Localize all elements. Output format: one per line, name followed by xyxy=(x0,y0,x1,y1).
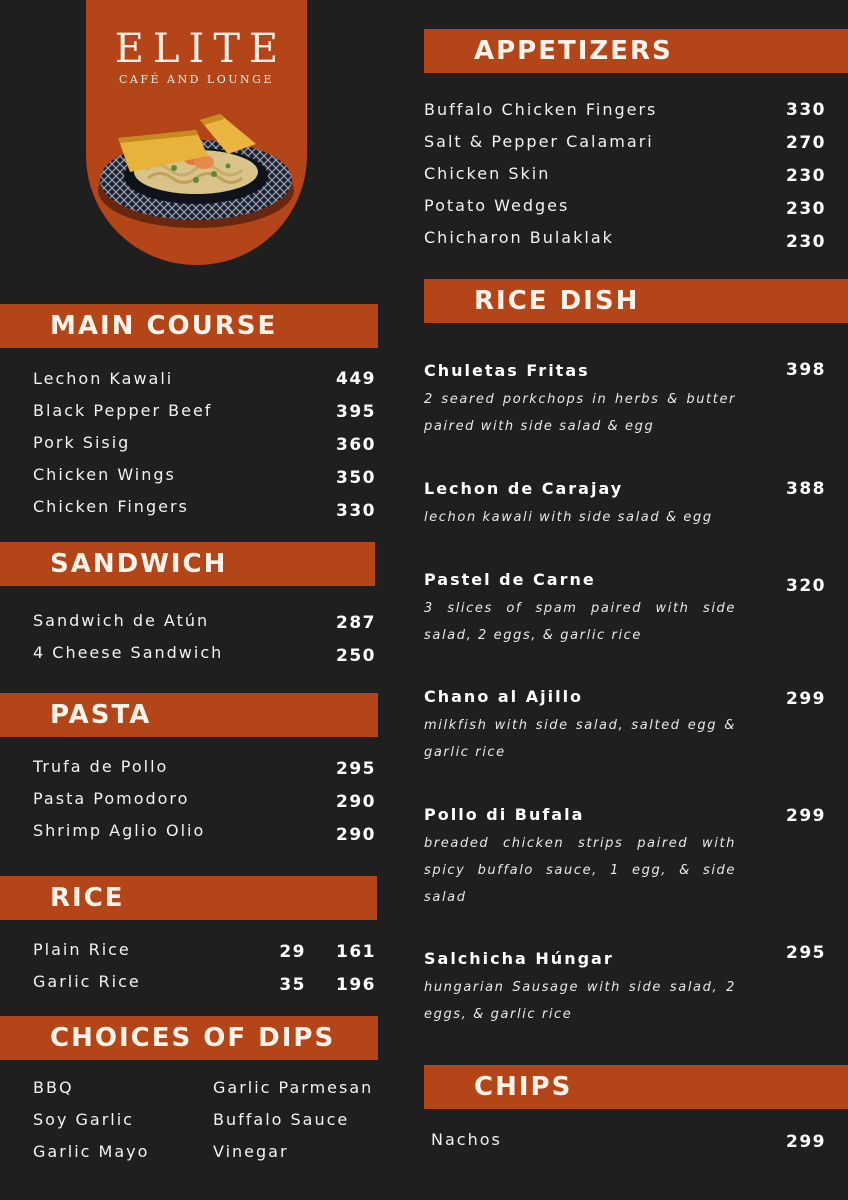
menu-item-name: Salt & Pepper Calamari xyxy=(424,132,654,151)
rice-dish-header: RICE DISH xyxy=(424,279,848,323)
rice-dish-price: 320 xyxy=(786,576,826,596)
brand-logo-block xyxy=(86,0,307,265)
menu-item-price: 230 xyxy=(786,199,826,219)
menu-item-price: 395 xyxy=(336,402,376,422)
menu-item-name: Nachos xyxy=(431,1130,502,1149)
menu-item-price-single: 29 xyxy=(279,942,306,962)
menu-item-name: Chicken Skin xyxy=(424,164,551,183)
menu-item-name: Pork Sisig xyxy=(33,433,131,452)
menu-item-name: 4 Cheese Sandwich xyxy=(33,643,224,662)
menu-item-name: Chicharon Bulaklak xyxy=(424,228,614,247)
brand-name: ELITE xyxy=(114,26,288,72)
rice-dish-description: 3 slices of spam paired with side salad, 2 eggs, & garlic rice xyxy=(424,601,736,643)
rice-dish-price: 398 xyxy=(786,360,826,380)
menu-item-price: 290 xyxy=(336,792,376,812)
dip-option: Garlic Mayo xyxy=(33,1142,150,1161)
menu-item-price-single: 35 xyxy=(279,975,306,995)
dip-option: Soy Garlic xyxy=(33,1110,134,1129)
menu-item-price: 350 xyxy=(336,468,376,488)
dip-option: Vinegar xyxy=(213,1142,289,1161)
dip-option: Garlic Parmesan xyxy=(213,1078,374,1097)
menu-item-price: 230 xyxy=(786,232,826,252)
menu-item-name: Chicken Fingers xyxy=(33,497,189,516)
menu-item-price: 330 xyxy=(786,100,826,120)
menu-item-price-platter: 196 xyxy=(336,975,376,995)
rice-dish-description: breaded chicken strips paired with spicy buffalo sauce, 1 egg, & side salad xyxy=(424,836,736,905)
menu-item-name: Trufa de Pollo xyxy=(33,757,169,776)
dips-header: CHOICES OF DIPS xyxy=(0,1016,378,1060)
sandwich-header: SANDWICH xyxy=(0,542,375,586)
menu-item-price: 287 xyxy=(336,613,376,633)
rice-header: RICE xyxy=(0,876,377,920)
menu-item-price: 299 xyxy=(786,1132,826,1152)
menu-item-name: Plain Rice xyxy=(33,940,131,959)
menu-item-price: 449 xyxy=(336,369,376,389)
pasta-dish-image xyxy=(96,108,301,233)
menu-item-price: 360 xyxy=(336,435,376,455)
menu-item-price: 230 xyxy=(786,166,826,186)
menu-item-name: Buffalo Chicken Fingers xyxy=(424,100,658,119)
menu-item-price: 290 xyxy=(336,825,376,845)
dip-option: Buffalo Sauce xyxy=(213,1110,350,1129)
menu-item-name: Shrimp Aglio Olio xyxy=(33,821,206,840)
rice-dish-name: Salchicha Húngar xyxy=(424,949,614,968)
menu-item-price: 295 xyxy=(336,759,376,779)
rice-dish-name: Pollo di Bufala xyxy=(424,805,585,824)
rice-dish-name: Chuletas Fritas xyxy=(424,361,590,380)
main-course-header: MAIN COURSE xyxy=(0,304,378,348)
menu-item-name: Garlic Rice xyxy=(33,972,141,991)
rice-dish-price: 388 xyxy=(786,479,826,499)
rice-dish-name: Lechon de Carajay xyxy=(424,479,624,498)
menu-item-name: Potato Wedges xyxy=(424,196,570,215)
menu-item-price: 250 xyxy=(336,646,376,666)
dip-option: BBQ xyxy=(33,1078,74,1097)
menu-item-name: Chicken Wings xyxy=(33,465,176,484)
rice-dish-price: 299 xyxy=(786,806,826,826)
menu-item-name: Sandwich de Atún xyxy=(33,611,210,630)
rice-dish-price: 295 xyxy=(786,943,826,963)
menu-item-name: Pasta Pomodoro xyxy=(33,789,190,808)
rice-dish-description: 2 seared porkchops in herbs & butter paired with side salad & egg xyxy=(424,392,736,434)
menu-item-price-platter: 161 xyxy=(336,942,376,962)
menu-item-price: 330 xyxy=(336,501,376,521)
rice-dish-description: hungarian Sausage with side salad, 2 eggs, & garlic rice xyxy=(424,980,736,1022)
rice-dish-description: milkfish with side salad, salted egg & garlic rice xyxy=(424,718,736,760)
rice-dish-price: 299 xyxy=(786,689,826,709)
pasta-header: PASTA xyxy=(0,693,378,737)
menu-item-price: 270 xyxy=(786,133,826,153)
appetizers-header: APPETIZERS xyxy=(424,29,848,73)
menu-item-name: Lechon Kawali xyxy=(33,369,174,388)
rice-dish-description: lechon kawali with side salad & egg xyxy=(424,510,713,525)
rice-dish-name: Chano al Ajillo xyxy=(424,687,584,706)
menu-item-name: Black Pepper Beef xyxy=(33,401,213,420)
rice-dish-name: Pastel de Carne xyxy=(424,570,596,589)
chips-header: CHIPS xyxy=(424,1065,848,1109)
brand-tagline: CAFÉ AND LOUNGE xyxy=(119,73,274,86)
